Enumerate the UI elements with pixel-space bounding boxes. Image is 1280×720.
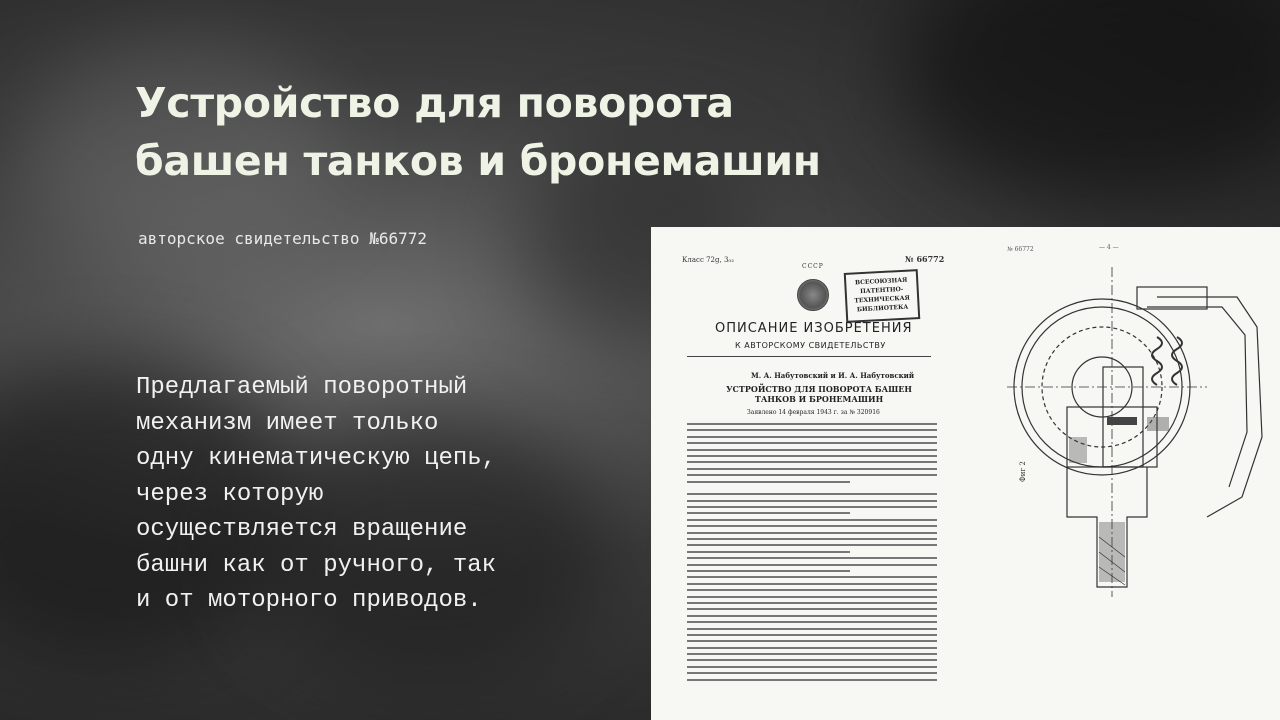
document-filed-date: Заявлено 14 февраля 1943 г. за № 320916 xyxy=(747,409,880,416)
document-country: СССР xyxy=(802,263,824,270)
patent-document-image xyxy=(651,227,1280,720)
document-title: УСТРОЙСТВО ДЛЯ ПОВОРОТА БАШЕН ТАНКОВ И БРОНЕМАШИН xyxy=(726,384,912,404)
background-shadow xyxy=(900,0,1280,200)
document-divider xyxy=(687,356,931,357)
document-subheading: К АВТОРСКОМУ СВИДЕТЕЛЬСТВУ xyxy=(735,341,886,350)
slide-title: Устройство для поворота башен танков и бронемашин xyxy=(135,79,821,185)
document-number-right: № 66772 xyxy=(1007,246,1034,253)
mechanism-drawing xyxy=(1007,267,1277,597)
library-stamp xyxy=(844,269,921,323)
stamp-text: ВСЕСОЮЗНАЯ ПАТЕНТНО-ТЕХНИЧЕСКАЯ БИБЛИОТЕКА xyxy=(854,276,911,314)
slide-body-text: Предлагаемый поворотный механизм имеет только одну кинематическую цепь, через которую осуществляется вращение башни как от ручного, так и от моторного приводов. xyxy=(136,374,497,614)
document-body-text xyxy=(687,423,937,685)
document-number: № 66772 xyxy=(905,254,945,264)
figure-label: Фиг 2 xyxy=(1019,461,1027,482)
document-class-label: Класс 72g, 3₀₂ xyxy=(682,256,735,264)
state-emblem-icon xyxy=(797,279,829,311)
document-page-marker: — 4 — xyxy=(1099,244,1119,251)
slide-subtitle: авторское свидетельство №66772 xyxy=(138,229,427,248)
document-heading: ОПИСАНИЕ ИЗОБРЕТЕНИЯ xyxy=(715,321,913,336)
document-authors: М. А. Набутовский и И. А. Набутовский xyxy=(751,371,915,380)
